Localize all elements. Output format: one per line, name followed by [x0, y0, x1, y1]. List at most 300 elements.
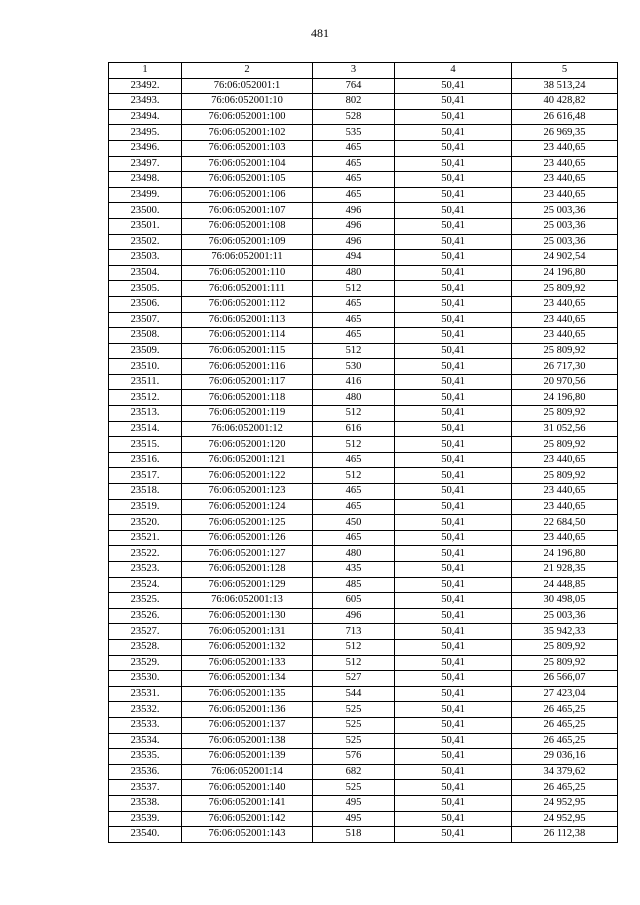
table-row [109, 406, 618, 422]
table-row [109, 795, 618, 811]
cadastral-number-cell: 76:06:052001:136 [182, 702, 313, 718]
area-cell: 535 [313, 125, 395, 141]
amount-cell: 25 809,92 [512, 655, 618, 671]
table-row [109, 593, 618, 609]
column-header-5: 5 [512, 63, 618, 79]
area-cell: 512 [313, 406, 395, 422]
row-number-cell: 23540. [109, 827, 182, 843]
row-number-cell: 23526. [109, 608, 182, 624]
row-number-cell: 23538. [109, 795, 182, 811]
table-row [109, 562, 618, 578]
cadastral-number-cell: 76:06:052001:131 [182, 624, 313, 640]
rate-cell: 50,41 [395, 795, 512, 811]
cadastral-number-cell: 76:06:052001:142 [182, 811, 313, 827]
rate-cell: 50,41 [395, 484, 512, 500]
table-row [109, 265, 618, 281]
table-row [109, 624, 618, 640]
amount-cell: 21 928,35 [512, 562, 618, 578]
amount-cell: 27 423,04 [512, 686, 618, 702]
cadastral-number-cell: 76:06:052001:11 [182, 250, 313, 266]
cadastral-number-cell: 76:06:052001:1 [182, 78, 313, 94]
cadastral-number-cell: 76:06:052001:112 [182, 296, 313, 312]
area-cell: 485 [313, 577, 395, 593]
table-row [109, 499, 618, 515]
area-cell: 496 [313, 234, 395, 250]
rate-cell: 50,41 [395, 406, 512, 422]
amount-cell: 25 003,36 [512, 234, 618, 250]
row-number-cell: 23522. [109, 546, 182, 562]
rate-cell: 50,41 [395, 78, 512, 94]
table-row [109, 296, 618, 312]
table-row [109, 343, 618, 359]
cadastral-number-cell: 76:06:052001:116 [182, 359, 313, 375]
row-number-cell: 23529. [109, 655, 182, 671]
rate-cell: 50,41 [395, 281, 512, 297]
row-number-cell: 23539. [109, 811, 182, 827]
amount-cell: 25 003,36 [512, 203, 618, 219]
table-row [109, 827, 618, 843]
table-row [109, 515, 618, 531]
table-row [109, 468, 618, 484]
amount-cell: 26 112,38 [512, 827, 618, 843]
row-number-cell: 23512. [109, 390, 182, 406]
amount-cell: 25 809,92 [512, 343, 618, 359]
row-number-cell: 23495. [109, 125, 182, 141]
rate-cell: 50,41 [395, 749, 512, 765]
amount-cell: 26 969,35 [512, 125, 618, 141]
rate-cell: 50,41 [395, 359, 512, 375]
area-cell: 495 [313, 811, 395, 827]
amount-cell: 26 465,25 [512, 702, 618, 718]
rate-cell: 50,41 [395, 764, 512, 780]
table-row [109, 140, 618, 156]
row-number-cell: 23503. [109, 250, 182, 266]
area-cell: 764 [313, 78, 395, 94]
area-cell: 512 [313, 468, 395, 484]
area-cell: 525 [313, 702, 395, 718]
cadastral-number-cell: 76:06:052001:133 [182, 655, 313, 671]
amount-cell: 24 196,80 [512, 546, 618, 562]
cadastral-number-cell: 76:06:052001:135 [182, 686, 313, 702]
row-number-cell: 23504. [109, 265, 182, 281]
table-row [109, 109, 618, 125]
row-number-cell: 23518. [109, 484, 182, 500]
column-header-4: 4 [395, 63, 512, 79]
amount-cell: 24 196,80 [512, 265, 618, 281]
row-number-cell: 23530. [109, 671, 182, 687]
table-row [109, 530, 618, 546]
cadastral-number-cell: 76:06:052001:119 [182, 406, 313, 422]
amount-cell: 24 902,54 [512, 250, 618, 266]
table-row [109, 172, 618, 188]
table-row [109, 702, 618, 718]
row-number-cell: 23500. [109, 203, 182, 219]
rate-cell: 50,41 [395, 437, 512, 453]
rate-cell: 50,41 [395, 827, 512, 843]
row-number-cell: 23519. [109, 499, 182, 515]
area-cell: 465 [313, 499, 395, 515]
column-header-1: 1 [109, 63, 182, 79]
table-header [109, 63, 618, 79]
table-row [109, 811, 618, 827]
area-cell: 802 [313, 94, 395, 110]
rate-cell: 50,41 [395, 296, 512, 312]
amount-cell: 23 440,65 [512, 296, 618, 312]
table-row [109, 577, 618, 593]
amount-cell: 22 684,50 [512, 515, 618, 531]
table-row [109, 437, 618, 453]
area-cell: 512 [313, 281, 395, 297]
area-cell: 465 [313, 187, 395, 203]
area-cell: 480 [313, 390, 395, 406]
amount-cell: 30 498,05 [512, 593, 618, 609]
cadastral-number-cell: 76:06:052001:129 [182, 577, 313, 593]
rate-cell: 50,41 [395, 530, 512, 546]
amount-cell: 23 440,65 [512, 484, 618, 500]
rate-cell: 50,41 [395, 702, 512, 718]
amount-cell: 24 448,85 [512, 577, 618, 593]
row-number-cell: 23492. [109, 78, 182, 94]
area-cell: 496 [313, 218, 395, 234]
column-header-2: 2 [182, 63, 313, 79]
row-number-cell: 23527. [109, 624, 182, 640]
row-number-cell: 23506. [109, 296, 182, 312]
cadastral-number-cell: 76:06:052001:114 [182, 328, 313, 344]
header-row [109, 63, 618, 79]
cadastral-number-cell: 76:06:052001:120 [182, 437, 313, 453]
cadastral-number-cell: 76:06:052001:106 [182, 187, 313, 203]
rate-cell: 50,41 [395, 187, 512, 203]
area-cell: 512 [313, 437, 395, 453]
cadastral-number-cell: 76:06:052001:108 [182, 218, 313, 234]
area-cell: 713 [313, 624, 395, 640]
rate-cell: 50,41 [395, 499, 512, 515]
amount-cell: 24 952,95 [512, 795, 618, 811]
amount-cell: 23 440,65 [512, 140, 618, 156]
rate-cell: 50,41 [395, 624, 512, 640]
column-header-3: 3 [313, 63, 395, 79]
cadastral-number-cell: 76:06:052001:125 [182, 515, 313, 531]
page-number: 481 [311, 26, 329, 40]
rate-cell: 50,41 [395, 639, 512, 655]
rate-cell: 50,41 [395, 468, 512, 484]
amount-cell: 34 379,62 [512, 764, 618, 780]
area-cell: 465 [313, 156, 395, 172]
cadastral-number-cell: 76:06:052001:139 [182, 749, 313, 765]
cadastral-number-cell: 76:06:052001:143 [182, 827, 313, 843]
amount-cell: 26 465,25 [512, 733, 618, 749]
amount-cell: 23 440,65 [512, 187, 618, 203]
amount-cell: 35 942,33 [512, 624, 618, 640]
table-row [109, 250, 618, 266]
table-row [109, 749, 618, 765]
row-number-cell: 23501. [109, 218, 182, 234]
area-cell: 495 [313, 795, 395, 811]
rate-cell: 50,41 [395, 686, 512, 702]
cadastral-number-cell: 76:06:052001:107 [182, 203, 313, 219]
amount-cell: 26 616,48 [512, 109, 618, 125]
table-row [109, 421, 618, 437]
amount-cell: 38 513,24 [512, 78, 618, 94]
table-row [109, 234, 618, 250]
table-row [109, 374, 618, 390]
area-cell: 512 [313, 639, 395, 655]
area-cell: 465 [313, 530, 395, 546]
rate-cell: 50,41 [395, 109, 512, 125]
table-row [109, 655, 618, 671]
rate-cell: 50,41 [395, 390, 512, 406]
cadastral-number-cell: 76:06:052001:10 [182, 94, 313, 110]
cadastral-number-cell: 76:06:052001:109 [182, 234, 313, 250]
table-row [109, 187, 618, 203]
rate-cell: 50,41 [395, 94, 512, 110]
amount-cell: 23 440,65 [512, 156, 618, 172]
amount-cell: 26 465,25 [512, 717, 618, 733]
rate-cell: 50,41 [395, 562, 512, 578]
area-cell: 450 [313, 515, 395, 531]
amount-cell: 25 809,92 [512, 437, 618, 453]
amount-cell: 26 465,25 [512, 780, 618, 796]
rate-cell: 50,41 [395, 312, 512, 328]
cadastral-number-cell: 76:06:052001:123 [182, 484, 313, 500]
cadastral-number-cell: 76:06:052001:140 [182, 780, 313, 796]
area-cell: 605 [313, 593, 395, 609]
data-table [108, 62, 618, 843]
area-cell: 512 [313, 655, 395, 671]
cadastral-number-cell: 76:06:052001:103 [182, 140, 313, 156]
cadastral-number-cell: 76:06:052001:118 [182, 390, 313, 406]
rate-cell: 50,41 [395, 717, 512, 733]
table-row [109, 203, 618, 219]
cadastral-number-cell: 76:06:052001:117 [182, 374, 313, 390]
area-cell: 527 [313, 671, 395, 687]
row-number-cell: 23528. [109, 639, 182, 655]
rate-cell: 50,41 [395, 811, 512, 827]
area-cell: 480 [313, 546, 395, 562]
area-cell: 525 [313, 733, 395, 749]
table-row [109, 780, 618, 796]
row-number-cell: 23525. [109, 593, 182, 609]
row-number-cell: 23510. [109, 359, 182, 375]
area-cell: 416 [313, 374, 395, 390]
cadastral-number-cell: 76:06:052001:14 [182, 764, 313, 780]
table-row [109, 94, 618, 110]
row-number-cell: 23533. [109, 717, 182, 733]
table-row [109, 312, 618, 328]
area-cell: 496 [313, 203, 395, 219]
cadastral-number-cell: 76:06:052001:138 [182, 733, 313, 749]
area-cell: 525 [313, 780, 395, 796]
row-number-cell: 23513. [109, 406, 182, 422]
row-number-cell: 23497. [109, 156, 182, 172]
cadastral-number-cell: 76:06:052001:141 [182, 795, 313, 811]
cadastral-number-cell: 76:06:052001:113 [182, 312, 313, 328]
area-cell: 465 [313, 312, 395, 328]
cadastral-number-cell: 76:06:052001:124 [182, 499, 313, 515]
rate-cell: 50,41 [395, 515, 512, 531]
cadastral-number-cell: 76:06:052001:105 [182, 172, 313, 188]
area-cell: 465 [313, 296, 395, 312]
rate-cell: 50,41 [395, 203, 512, 219]
row-number-cell: 23502. [109, 234, 182, 250]
cadastral-number-cell: 76:06:052001:134 [182, 671, 313, 687]
cadastral-number-cell: 76:06:052001:104 [182, 156, 313, 172]
area-cell: 518 [313, 827, 395, 843]
amount-cell: 25 003,36 [512, 218, 618, 234]
table-row [109, 359, 618, 375]
row-number-cell: 23498. [109, 172, 182, 188]
row-number-cell: 23494. [109, 109, 182, 125]
rate-cell: 50,41 [395, 421, 512, 437]
area-cell: 544 [313, 686, 395, 702]
rate-cell: 50,41 [395, 780, 512, 796]
area-cell: 465 [313, 172, 395, 188]
amount-cell: 23 440,65 [512, 312, 618, 328]
area-cell: 494 [313, 250, 395, 266]
rate-cell: 50,41 [395, 608, 512, 624]
table-row [109, 717, 618, 733]
row-number-cell: 23505. [109, 281, 182, 297]
rate-cell: 50,41 [395, 328, 512, 344]
rate-cell: 50,41 [395, 593, 512, 609]
amount-cell: 25 809,92 [512, 281, 618, 297]
area-cell: 480 [313, 265, 395, 281]
rate-cell: 50,41 [395, 546, 512, 562]
row-number-cell: 23537. [109, 780, 182, 796]
area-cell: 530 [313, 359, 395, 375]
table-row [109, 78, 618, 94]
area-cell: 496 [313, 608, 395, 624]
amount-cell: 29 036,16 [512, 749, 618, 765]
cadastral-number-cell: 76:06:052001:127 [182, 546, 313, 562]
cadastral-number-cell: 76:06:052001:122 [182, 468, 313, 484]
rate-cell: 50,41 [395, 234, 512, 250]
table-row [109, 484, 618, 500]
row-number-cell: 23531. [109, 686, 182, 702]
table-row [109, 281, 618, 297]
cadastral-number-cell: 76:06:052001:128 [182, 562, 313, 578]
row-number-cell: 23509. [109, 343, 182, 359]
amount-cell: 24 196,80 [512, 390, 618, 406]
area-cell: 465 [313, 328, 395, 344]
amount-cell: 31 052,56 [512, 421, 618, 437]
cadastral-number-cell: 76:06:052001:130 [182, 608, 313, 624]
row-number-cell: 23507. [109, 312, 182, 328]
amount-cell: 23 440,65 [512, 499, 618, 515]
table-row [109, 452, 618, 468]
cadastral-number-cell: 76:06:052001:121 [182, 452, 313, 468]
row-number-cell: 23534. [109, 733, 182, 749]
table-row [109, 764, 618, 780]
rate-cell: 50,41 [395, 156, 512, 172]
table-row [109, 608, 618, 624]
table-row [109, 218, 618, 234]
rate-cell: 50,41 [395, 452, 512, 468]
rate-cell: 50,41 [395, 343, 512, 359]
cadastral-number-cell: 76:06:052001:102 [182, 125, 313, 141]
amount-cell: 20 970,56 [512, 374, 618, 390]
area-cell: 528 [313, 109, 395, 125]
area-cell: 465 [313, 140, 395, 156]
table-row [109, 639, 618, 655]
table-row [109, 671, 618, 687]
table-row [109, 156, 618, 172]
amount-cell: 25 809,92 [512, 639, 618, 655]
amount-cell: 23 440,65 [512, 328, 618, 344]
rate-cell: 50,41 [395, 733, 512, 749]
amount-cell: 25 809,92 [512, 406, 618, 422]
cadastral-number-cell: 76:06:052001:126 [182, 530, 313, 546]
rate-cell: 50,41 [395, 140, 512, 156]
amount-cell: 23 440,65 [512, 452, 618, 468]
row-number-cell: 23520. [109, 515, 182, 531]
row-number-cell: 23517. [109, 468, 182, 484]
cadastral-number-cell: 76:06:052001:110 [182, 265, 313, 281]
area-cell: 616 [313, 421, 395, 437]
row-number-cell: 23536. [109, 764, 182, 780]
area-cell: 682 [313, 764, 395, 780]
row-number-cell: 23514. [109, 421, 182, 437]
rate-cell: 50,41 [395, 125, 512, 141]
area-cell: 576 [313, 749, 395, 765]
amount-cell: 24 952,95 [512, 811, 618, 827]
row-number-cell: 23499. [109, 187, 182, 203]
rate-cell: 50,41 [395, 265, 512, 281]
row-number-cell: 23535. [109, 749, 182, 765]
table-body [109, 78, 618, 842]
cadastral-number-cell: 76:06:052001:137 [182, 717, 313, 733]
area-cell: 435 [313, 562, 395, 578]
area-cell: 525 [313, 717, 395, 733]
row-number-cell: 23508. [109, 328, 182, 344]
row-number-cell: 23515. [109, 437, 182, 453]
row-number-cell: 23523. [109, 562, 182, 578]
area-cell: 465 [313, 452, 395, 468]
rate-cell: 50,41 [395, 577, 512, 593]
row-number-cell: 23516. [109, 452, 182, 468]
table-row [109, 733, 618, 749]
area-cell: 465 [313, 484, 395, 500]
row-number-cell: 23496. [109, 140, 182, 156]
cadastral-number-cell: 76:06:052001:100 [182, 109, 313, 125]
cadastral-number-cell: 76:06:052001:115 [182, 343, 313, 359]
row-number-cell: 23532. [109, 702, 182, 718]
area-cell: 512 [313, 343, 395, 359]
amount-cell: 25 809,92 [512, 468, 618, 484]
amount-cell: 23 440,65 [512, 172, 618, 188]
cadastral-number-cell: 76:06:052001:111 [182, 281, 313, 297]
cadastral-number-cell: 76:06:052001:13 [182, 593, 313, 609]
table-row [109, 328, 618, 344]
table-row [109, 546, 618, 562]
amount-cell: 26 717,30 [512, 359, 618, 375]
amount-cell: 40 428,82 [512, 94, 618, 110]
table-row [109, 390, 618, 406]
table-row [109, 686, 618, 702]
rate-cell: 50,41 [395, 655, 512, 671]
cadastral-number-cell: 76:06:052001:132 [182, 639, 313, 655]
rate-cell: 50,41 [395, 374, 512, 390]
table-row [109, 125, 618, 141]
rate-cell: 50,41 [395, 172, 512, 188]
rate-cell: 50,41 [395, 671, 512, 687]
amount-cell: 23 440,65 [512, 530, 618, 546]
cadastral-number-cell: 76:06:052001:12 [182, 421, 313, 437]
row-number-cell: 23493. [109, 94, 182, 110]
rate-cell: 50,41 [395, 250, 512, 266]
rate-cell: 50,41 [395, 218, 512, 234]
amount-cell: 26 566,07 [512, 671, 618, 687]
